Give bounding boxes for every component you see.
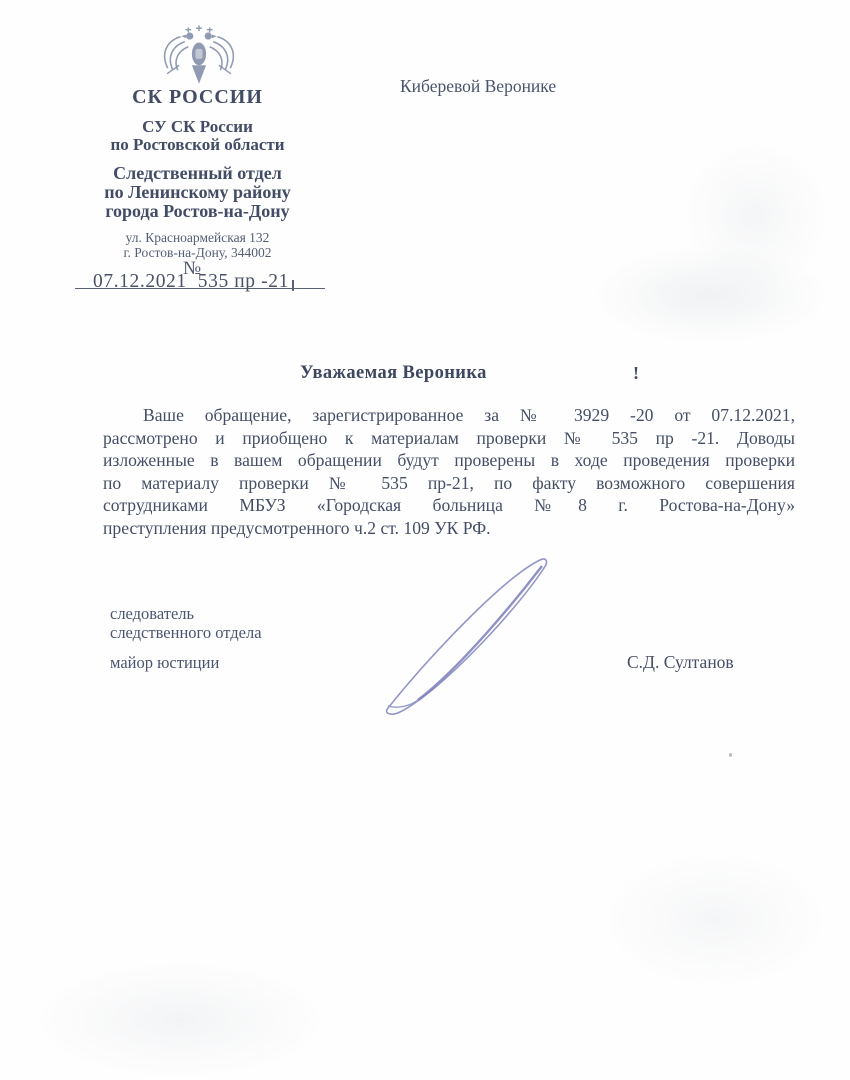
address-city: г. Ростов-на-Дону, 344002 xyxy=(123,245,272,260)
scan-noise-blob xyxy=(680,140,830,290)
org-name: СК РОССИИ xyxy=(132,86,263,108)
department-line1: Следственный отдел xyxy=(113,163,282,183)
address-street: ул. Красноармейская 132 xyxy=(125,230,270,245)
signer-position-line2: следственного отдела xyxy=(110,623,262,642)
org-division-line2: по Ростовской области xyxy=(110,135,285,154)
body-line: сотрудниками МБУЗ «Городская больница №8 г. Ростова-на-Дону» xyxy=(103,495,795,516)
letter-body xyxy=(103,404,795,540)
signer-name: С.Д. Султанов xyxy=(627,652,734,672)
scan-noise-blob xyxy=(590,245,830,345)
reference-date-number xyxy=(93,271,289,293)
handwritten-signature-icon xyxy=(368,548,568,720)
scan-speck xyxy=(729,753,732,757)
signer-position-line1: следователь xyxy=(110,604,195,623)
signer-rank: майор юстиции xyxy=(110,653,220,672)
addressee-name: Киберевой Веронике xyxy=(400,76,557,96)
reference-case-number: 535 пр -21 xyxy=(197,271,289,292)
body-line: Ваше обращение, зарегистрированное за № 3929 -20 от 07.12.2021, xyxy=(143,405,795,425)
reference-date: 07.12.2021 xyxy=(93,271,187,292)
salutation xyxy=(0,363,850,387)
scan-noise-blob xyxy=(600,850,830,990)
salutation-text: Уважаемая Вероника xyxy=(300,363,487,383)
org-division-line1: СУ СК России xyxy=(142,117,253,136)
scan-noise-blob xyxy=(30,960,330,1080)
body-line: рассмотрено и приобщено к материалам проверки № 535 пр -21. Доводы xyxy=(103,427,795,448)
reference-line-tick xyxy=(292,280,294,291)
russia-coat-of-arms-icon xyxy=(154,24,244,88)
department-line2: по Ленинскому району xyxy=(104,182,291,202)
body-line: изложенные в вашем обращении будут проверены в ходе проведения проверки xyxy=(103,450,795,471)
body-line: по материалу проверки № 535 пр-21, по факту возможного совершения xyxy=(103,472,795,493)
body-line: преступления предусмотренного ч.2 ст. 109 УК РФ. xyxy=(103,517,491,538)
number-sign: № xyxy=(183,258,202,279)
salutation-exclamation: ! xyxy=(633,363,639,383)
department-line3: города Ростов-на-Дону xyxy=(105,201,290,221)
signer-position xyxy=(110,604,262,642)
